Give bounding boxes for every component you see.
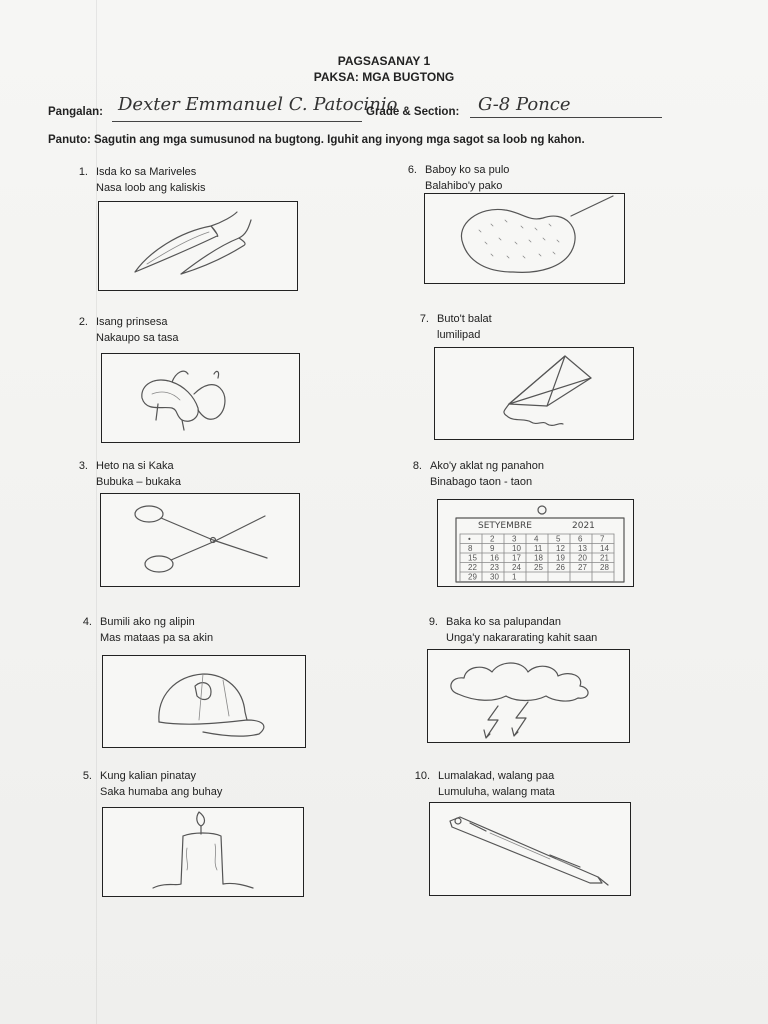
riddle-number: 5. <box>82 770 92 782</box>
calendar-day: 25 <box>534 563 543 572</box>
calendar-day: 5 <box>556 534 561 544</box>
calendar-day: 30 <box>490 572 499 582</box>
riddle-6 <box>407 162 510 194</box>
thundercloud-drawing <box>428 650 629 742</box>
riddle-number: 8. <box>412 460 422 472</box>
riddle-5 <box>82 768 223 800</box>
riddle-9 <box>428 614 598 646</box>
scissors-drawing <box>101 494 299 586</box>
calendar-day: 22 <box>468 563 477 572</box>
calendar-day: 15 <box>468 553 477 563</box>
calendar-day: 16 <box>490 553 499 563</box>
riddle-number: 9. <box>428 616 438 628</box>
answer-box-4 <box>102 655 306 748</box>
calendar-day: 11 <box>534 544 543 553</box>
calendar-day: 12 <box>556 544 565 553</box>
riddle-line-2: Mas mataas pa sa akin <box>100 632 214 644</box>
jackfruit-drawing <box>425 194 624 283</box>
cap-drawing <box>103 656 305 747</box>
riddle-line-1: Ako'y aklat ng panahon <box>430 460 545 472</box>
riddle-8 <box>412 458 545 490</box>
calendar-month: SETYEMBRE <box>478 521 532 531</box>
kite-drawing <box>435 348 633 439</box>
calendar-day: 23 <box>490 563 499 572</box>
name-handwritten: Dexter Emmanuel C. Patocinio <box>118 94 398 115</box>
calendar-day: • <box>468 534 471 544</box>
riddle-number: 7. <box>419 313 429 325</box>
riddle-number: 3. <box>78 460 88 472</box>
grade-underline <box>470 117 662 118</box>
calendar-day: 8 <box>468 544 473 553</box>
calendar-drawing <box>438 500 633 586</box>
answer-box-8 <box>437 499 634 587</box>
answer-box-6 <box>424 193 625 284</box>
riddle-number: 2. <box>78 316 88 328</box>
calendar-day: 9 <box>490 544 495 553</box>
calendar-day: 18 <box>534 553 543 563</box>
calendar-day: 1 <box>512 572 517 582</box>
calendar-day: 2 <box>490 534 495 544</box>
calendar-day: 14 <box>600 544 609 553</box>
riddle-line-1: Isang prinsesa <box>96 316 168 328</box>
calendar-day: 17 <box>512 553 521 563</box>
riddle-line-2: Unga'y nakararating kahit saan <box>446 632 598 644</box>
answer-box-3 <box>100 493 300 587</box>
riddle-line-2: Bubuka – bukaka <box>96 476 182 488</box>
answer-box-9 <box>427 649 630 743</box>
riddle-line-2: Saka humaba ang buhay <box>100 786 223 798</box>
riddle-line-1: Baka ko sa palupandan <box>446 616 561 628</box>
name-label: Pangalan: <box>48 106 103 118</box>
calendar-day: 29 <box>468 572 477 582</box>
margin-line <box>96 0 97 1024</box>
answer-box-2 <box>101 353 300 443</box>
riddle-7 <box>419 311 492 343</box>
answer-box-1 <box>98 201 298 291</box>
name-underline <box>112 121 362 122</box>
riddle-line-2: Lumuluha, walang mata <box>438 786 555 798</box>
calendar-day: 6 <box>578 534 583 544</box>
calendar-day: 7 <box>600 534 605 544</box>
riddle-line-1: Kung kalian pinatay <box>100 770 197 782</box>
riddle-line-1: Buto't balat <box>437 313 492 325</box>
riddle-line-1: Isda ko sa Mariveles <box>96 166 197 178</box>
riddle-number: 4. <box>82 616 92 628</box>
riddle-1 <box>78 164 206 196</box>
riddle-4 <box>82 614 214 646</box>
calendar-year: 2021 <box>572 521 595 531</box>
calendar-day: 19 <box>556 553 565 563</box>
riddle-line-1: Heto na si Kaka <box>96 460 174 472</box>
riddle-3 <box>78 458 182 490</box>
chili-peppers-drawing <box>99 202 297 290</box>
riddle-line-1: Baboy ko sa pulo <box>425 164 510 176</box>
pen-drawing <box>430 803 630 895</box>
calendar-day: 26 <box>556 563 565 572</box>
riddle-2 <box>78 314 179 346</box>
riddle-line-2: lumilipad <box>437 329 481 341</box>
riddle-number: 1. <box>78 166 88 178</box>
riddle-line-2: Nakaupo sa tasa <box>96 332 179 344</box>
riddle-line-1: Bumili ako ng alipin <box>100 616 195 628</box>
riddle-line-2: Nasa loob ang kaliskis <box>96 182 206 194</box>
answer-box-5 <box>102 807 304 897</box>
calendar-day: 20 <box>578 553 587 563</box>
calendar-day: 21 <box>600 553 609 563</box>
riddle-number: 10. <box>414 770 430 782</box>
riddle-line-2: Balahibo'y pako <box>425 180 503 192</box>
answer-box-10 <box>429 802 631 896</box>
calendar-day: 28 <box>600 563 609 572</box>
answer-box-7 <box>434 347 634 440</box>
worksheet-title: PAGSASANAY 1 <box>337 54 431 68</box>
grade-handwritten: G-8 Ponce <box>478 94 571 115</box>
cashew-drawing <box>102 354 299 442</box>
calendar-day: 24 <box>512 563 521 572</box>
calendar-day: 3 <box>512 534 517 544</box>
worksheet-subtitle: PAKSA: MGA BUGTONG <box>313 70 455 84</box>
calendar-day: 10 <box>512 544 521 553</box>
grade-label: Grade & Section: <box>366 106 460 118</box>
calendar-day: 4 <box>534 534 539 544</box>
candle-drawing <box>103 808 303 896</box>
riddle-line-1: Lumalakad, walang paa <box>438 770 555 782</box>
instructions: Panuto: Sagutin ang mga sumusunod na bugtong. Iguhit ang inyong mga sagot sa loob ng kahon. <box>48 134 585 146</box>
calendar-day: 27 <box>578 563 587 572</box>
riddle-line-2: Binabago taon - taon <box>430 476 533 488</box>
riddle-10 <box>414 768 555 800</box>
calendar-grid <box>460 534 614 582</box>
calendar-day: 13 <box>578 544 587 553</box>
riddle-number: 6. <box>407 164 417 176</box>
